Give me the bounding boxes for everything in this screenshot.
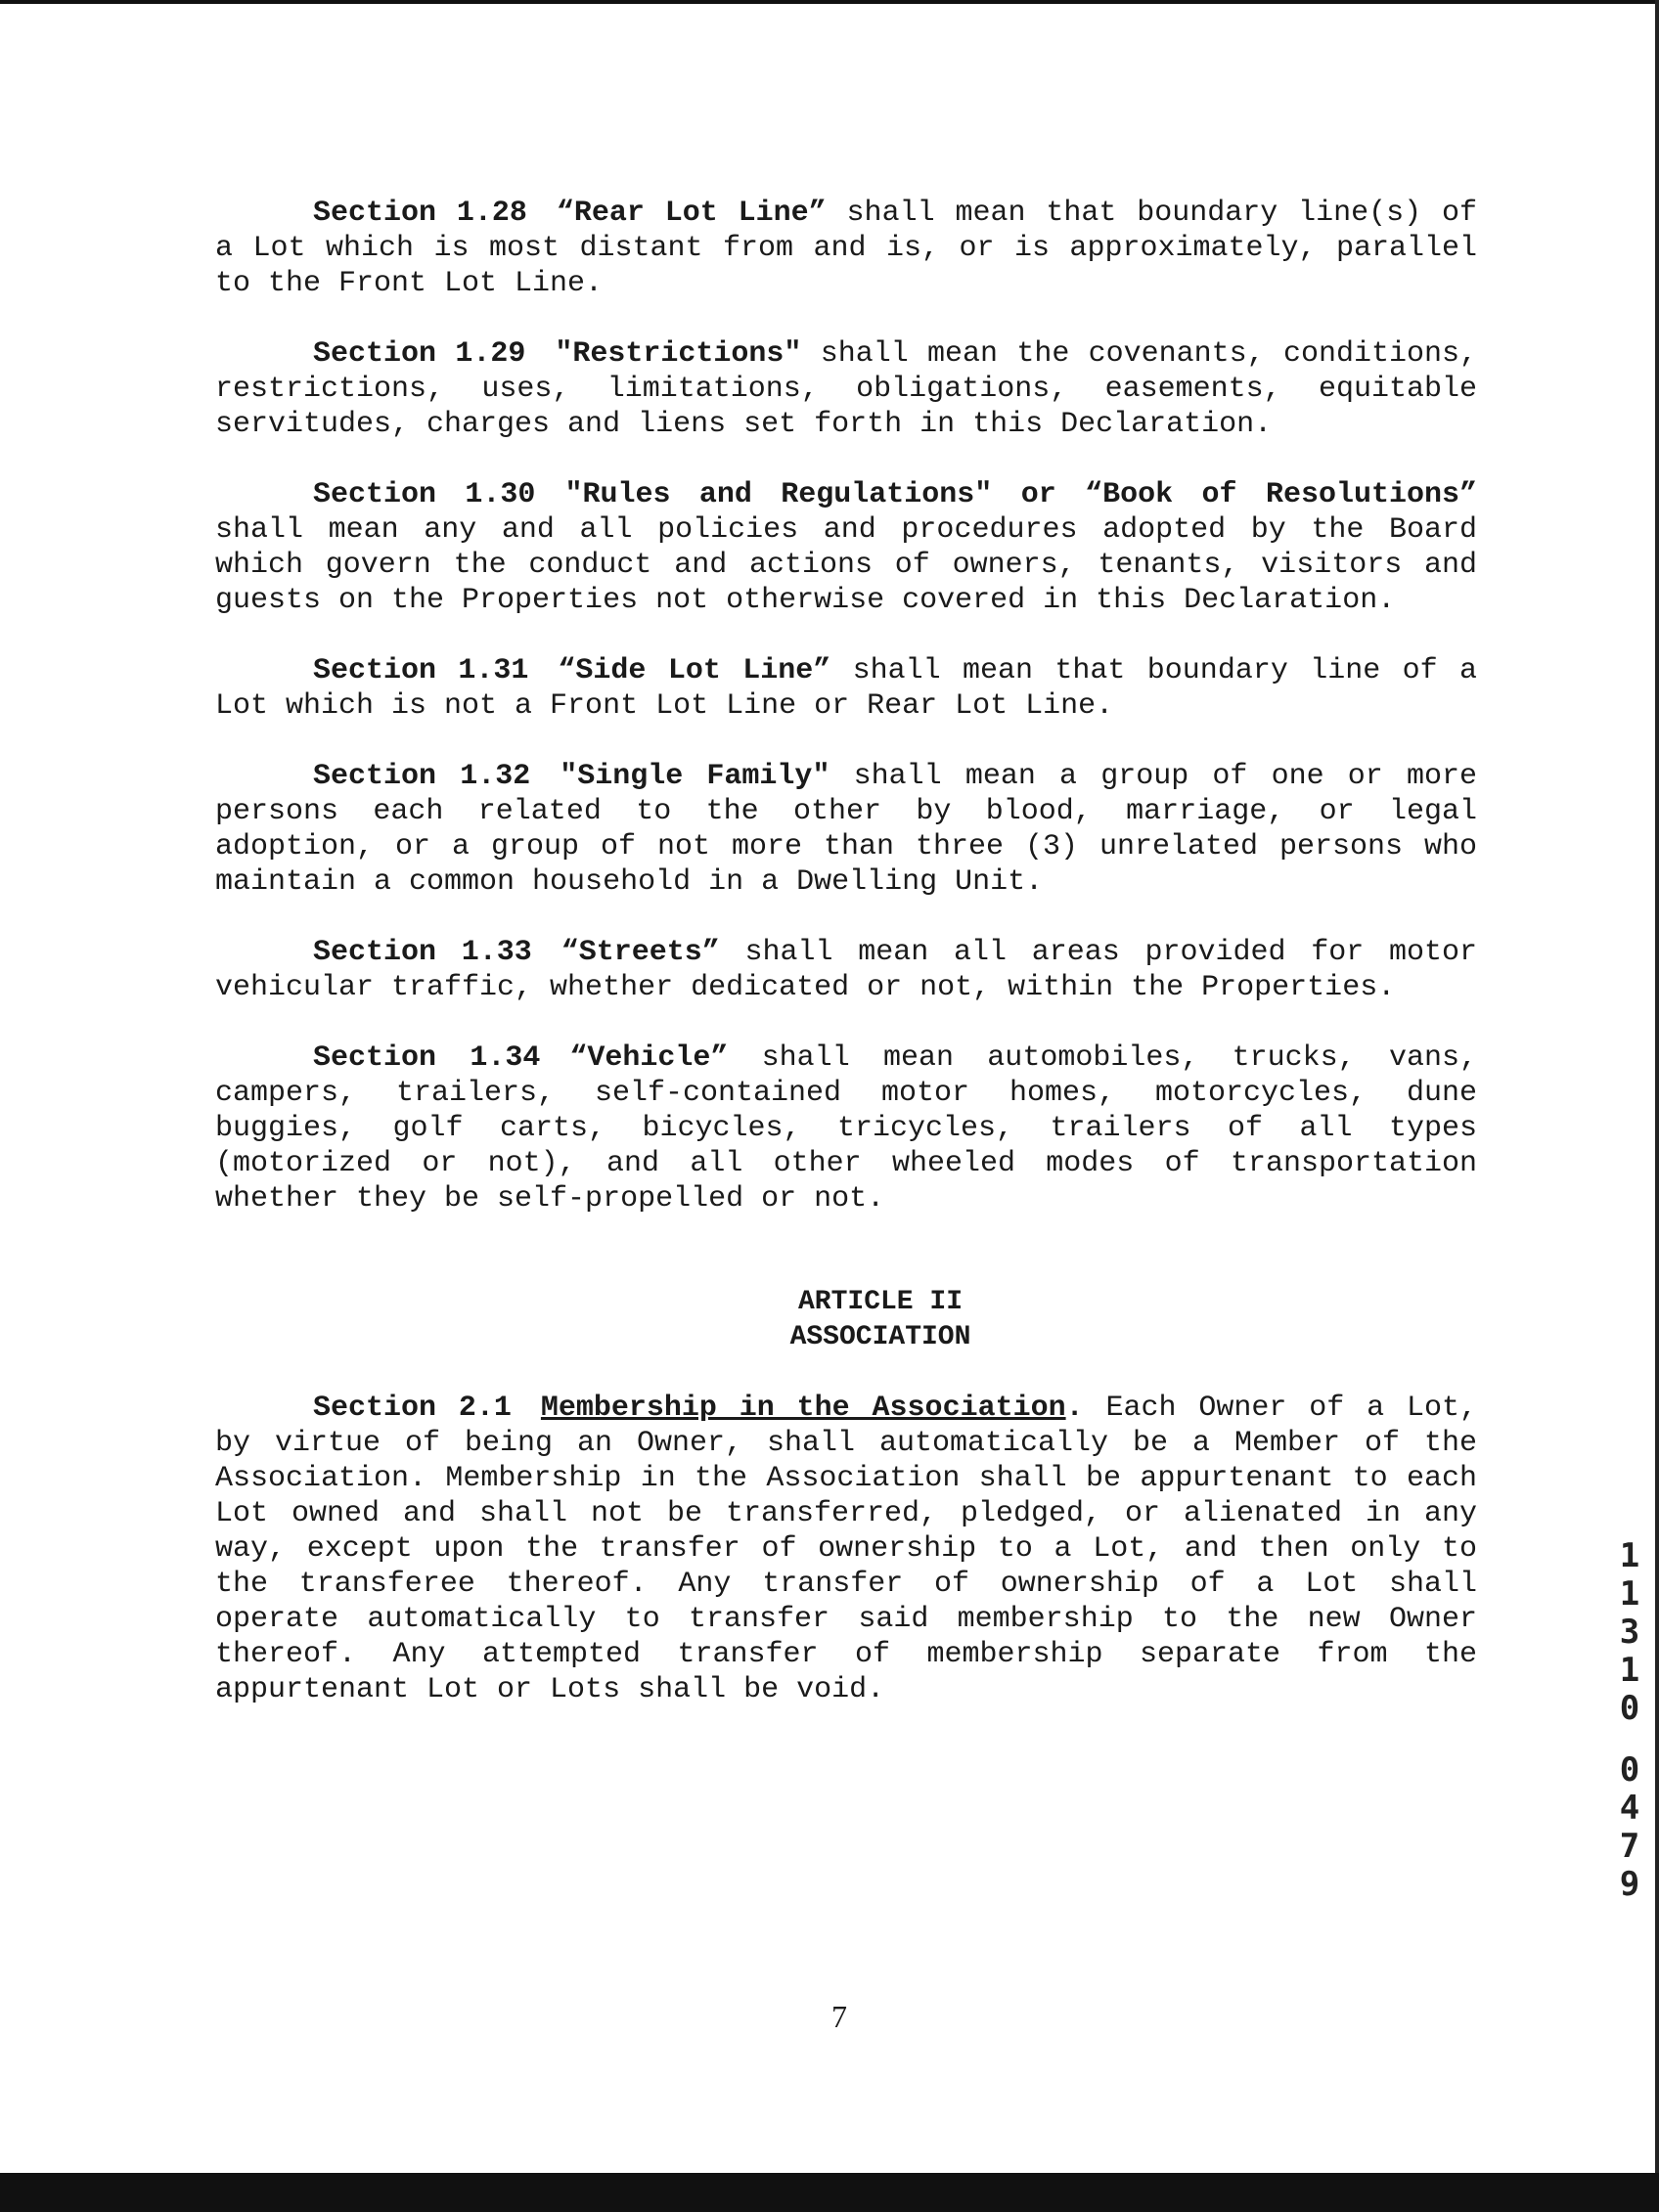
stamp-digit: 0 xyxy=(1619,1750,1640,1790)
scan-bottom-band xyxy=(0,2173,1659,2212)
section-text: shall mean any and all policies and procedures adopted by the Board which govern the conduct and actions of owners, tenants, visitors and guests on the Properties not otherwise covered in this Declaration. xyxy=(215,513,1477,617)
scan-top-edge xyxy=(0,0,1659,4)
defined-term: “Vehicle” xyxy=(569,1041,729,1075)
section-number: Section 1.34 xyxy=(313,1041,541,1075)
stamp-digit: 1 xyxy=(1619,1574,1640,1614)
section-number: Section 1.32 xyxy=(313,760,531,793)
section-text: shall mean that boundary line(s) of a Lot which is most distant from and is, or is approximately, parallel to the Front Lot Line. xyxy=(215,197,1477,300)
defined-term: "Single Family" xyxy=(560,760,830,793)
defined-term: “Rear Lot Line” xyxy=(556,197,827,230)
section-1-34 xyxy=(215,1040,1477,1217)
section-1-29 xyxy=(215,336,1477,442)
section-heading: Membership in the Association xyxy=(540,1392,1066,1425)
document-body xyxy=(215,196,1477,1743)
section-text: shall mean the covenants, conditions, restrictions, uses, limitations, obligations, easements, equitable servitudes, charges and liens set forth in this Declaration. xyxy=(215,337,1477,441)
section-heading-period: . xyxy=(1065,1392,1084,1425)
stamp-digit: 0 xyxy=(1619,1689,1640,1728)
scan-right-edge xyxy=(1655,0,1659,2173)
stamp-digit: 4 xyxy=(1619,1789,1640,1828)
recording-stamp xyxy=(1612,1537,1647,1904)
section-number: Section 1.33 xyxy=(313,936,532,969)
article-title: ASSOCIATION xyxy=(789,1322,971,1352)
section-number: Section 1.31 xyxy=(313,654,529,687)
stamp-digit: 9 xyxy=(1619,1865,1640,1904)
section-number: Section 1.30 xyxy=(313,478,536,511)
article-heading xyxy=(215,1285,1477,1355)
stamp-digit: 7 xyxy=(1619,1827,1640,1866)
section-1-30 xyxy=(215,477,1477,618)
section-text: shall mean automobiles, trucks, vans, campers, trailers, self-contained motor homes, motorcycles, dune buggies, golf carts, bicycles, tricycles, trailers of all types (motorized or not), and all other wheeled modes of transportation whether they be self-propelled or not. xyxy=(215,1041,1477,1216)
section-2-1 xyxy=(215,1391,1477,1707)
section-1-31 xyxy=(215,653,1477,724)
stamp-gap xyxy=(1612,1728,1647,1751)
section-number: Section 2.1 xyxy=(313,1392,512,1425)
stamp-digit: 1 xyxy=(1619,1536,1640,1575)
defined-term: "Rules and Regulations" or “Book of Resolutions” xyxy=(564,478,1477,511)
section-text: shall mean a group of one or more persons each related to the other by blood, marriage, or legal adoption, or a group of not more than three (3) unrelated persons who maintain a common household in a Dwelling Unit. xyxy=(215,760,1477,899)
defined-term: “Side Lot Line” xyxy=(558,654,831,687)
section-number: Section 1.28 xyxy=(313,197,527,230)
section-text: shall mean that boundary line of a Lot which is not a Front Lot Line or Rear Lot Line. xyxy=(215,654,1477,723)
section-1-28 xyxy=(215,196,1477,301)
stamp-digit: 1 xyxy=(1619,1651,1640,1690)
stamp-digit: 3 xyxy=(1619,1613,1640,1652)
defined-term: "Restrictions" xyxy=(555,337,802,371)
article-number: ARTICLE II xyxy=(797,1287,964,1317)
section-text: Each Owner of a Lot, by virtue of being an Owner, shall automatically be a Member of the Association. Membership in the Association shall be appurtenant to each Lot owned and shall not be transferred, pledged, or alienated in any way, except upon the transfer of ownership to a Lot, and then only to the transferee thereof. Any transfer of ownership of a Lot shall operate automatically to transfer said membership to the new Owner thereof. Any attempted transfer of membership separate from the appurtenant Lot or Lots shall be void. xyxy=(215,1392,1477,1706)
section-text: shall mean all areas provided for motor vehicular traffic, whether dedicated or not, within the Properties. xyxy=(215,936,1477,1004)
section-1-33 xyxy=(215,935,1477,1005)
section-1-32 xyxy=(215,759,1477,900)
page-number: 7 xyxy=(831,1999,847,2034)
defined-term: “Streets” xyxy=(560,936,720,969)
section-number: Section 1.29 xyxy=(313,337,526,371)
